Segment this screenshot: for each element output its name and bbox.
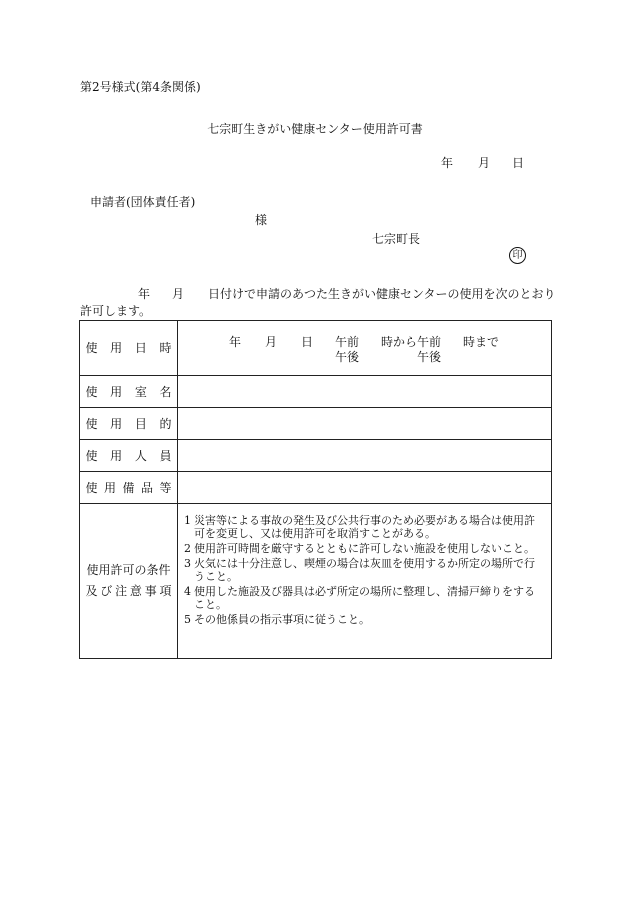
row-usage-datetime: [80, 321, 552, 376]
end-am: 午前: [417, 335, 442, 349]
intro-text: 日付けで申請のあつた生きがい健康センターの使用を次のとおり: [208, 287, 556, 301]
label-char: 意: [129, 584, 142, 598]
value-usage-datetime[interactable]: [178, 321, 552, 376]
note-text: 使用した施設及び器具は必ず所定の場所に整理し、清掃戸締りをすること。: [194, 585, 535, 611]
intro-line-2: 許可します。: [80, 304, 152, 318]
label-char: 使: [85, 384, 98, 399]
label-char: 名: [159, 384, 172, 399]
value-headcount[interactable]: [178, 440, 552, 472]
form-number: 第2号様式(第4条関係): [80, 80, 201, 94]
row-conditions: [80, 504, 552, 659]
time-from: 時から: [381, 335, 418, 349]
issue-date-year: 年: [441, 156, 454, 170]
label-usage-datetime: [80, 321, 178, 376]
note-text: 災害等による事故の発生及び公共行事のため必要がある場合は使用許可を変更し、又は使用許可を取消すことがある。: [194, 514, 535, 540]
label-char: 品: [140, 480, 153, 495]
value-room-name[interactable]: [178, 376, 552, 408]
intro-year: 年: [138, 287, 151, 301]
note-item: [184, 514, 545, 540]
row-equipment: [80, 472, 552, 504]
time-until: 時まで: [463, 335, 500, 349]
label-char: 目: [134, 416, 147, 431]
issue-date-day: 日: [512, 156, 525, 170]
label-char: 用: [110, 384, 123, 399]
label-char: 用: [103, 480, 116, 495]
permit-table: [79, 320, 552, 659]
applicant-honorific: 様: [255, 213, 268, 227]
date-year: 年: [229, 335, 242, 349]
label-char: 時: [159, 341, 172, 355]
label-headcount: [80, 440, 178, 472]
label-char: 注: [115, 584, 128, 598]
note-number: 5: [184, 613, 191, 626]
label-char: 的: [159, 416, 172, 431]
note-text: 火気には十分注意し、喫煙の場合は灰皿を使用するか所定の場所で行うこと。: [194, 557, 535, 583]
label-equipment: [80, 472, 178, 504]
label-char: 用: [110, 448, 123, 463]
row-purpose: [80, 408, 552, 440]
note-text: 使用許可時間を厳守するとともに許可しない施設を使用しないこと。: [194, 542, 535, 555]
conditions-label-line2: [86, 581, 172, 602]
row-room-name: [80, 376, 552, 408]
date-month: 月: [265, 335, 278, 349]
label-char: 使: [85, 480, 98, 495]
label-char: 使: [85, 416, 98, 431]
note-number: 2: [184, 542, 191, 555]
seal-mark: 印: [509, 247, 526, 264]
note-number: 3: [184, 557, 191, 570]
note-item: [184, 585, 545, 611]
end-pm: 午後: [417, 350, 442, 364]
label-char: 用: [110, 416, 123, 431]
label-char: び: [100, 584, 113, 598]
intro-month: 月: [172, 287, 185, 301]
note-item: [184, 557, 545, 583]
applicant-label: 申請者(団体責任者): [90, 195, 196, 209]
label-char: 使: [85, 448, 98, 463]
note-text: その他係員の指示事項に従うこと。: [194, 613, 370, 626]
label-char: 人: [134, 448, 147, 463]
label-conditions: [80, 504, 178, 659]
start-am: 午前: [335, 335, 360, 349]
document-title: 七宗町生きがい健康センター使用許可書: [207, 122, 423, 136]
label-char: 項: [159, 584, 172, 598]
note-item: [184, 613, 545, 626]
label-char: 用: [110, 341, 123, 355]
label-char: 事: [144, 584, 157, 598]
label-purpose: [80, 408, 178, 440]
label-char: 日: [134, 341, 147, 355]
label-room-name: [80, 376, 178, 408]
conditions-label-line1: 使用許可の条件: [86, 563, 171, 577]
note-item: [184, 542, 545, 555]
label-char: 使: [85, 341, 98, 355]
issue-date-month: 月: [478, 156, 491, 170]
label-char: 及: [85, 584, 98, 598]
conditions-notes: [178, 504, 552, 659]
label-char: 備: [122, 480, 135, 495]
date-day: 日: [301, 335, 314, 349]
label-char: 員: [159, 448, 172, 463]
issuer-name: 七宗町長: [372, 232, 421, 246]
label-char: 室: [134, 384, 147, 399]
value-equipment[interactable]: [178, 472, 552, 504]
row-headcount: [80, 440, 552, 472]
start-pm: 午後: [335, 350, 360, 364]
value-purpose[interactable]: [178, 408, 552, 440]
label-char: 等: [159, 480, 172, 495]
note-number: 4: [184, 585, 191, 598]
note-number: 1: [184, 514, 191, 527]
